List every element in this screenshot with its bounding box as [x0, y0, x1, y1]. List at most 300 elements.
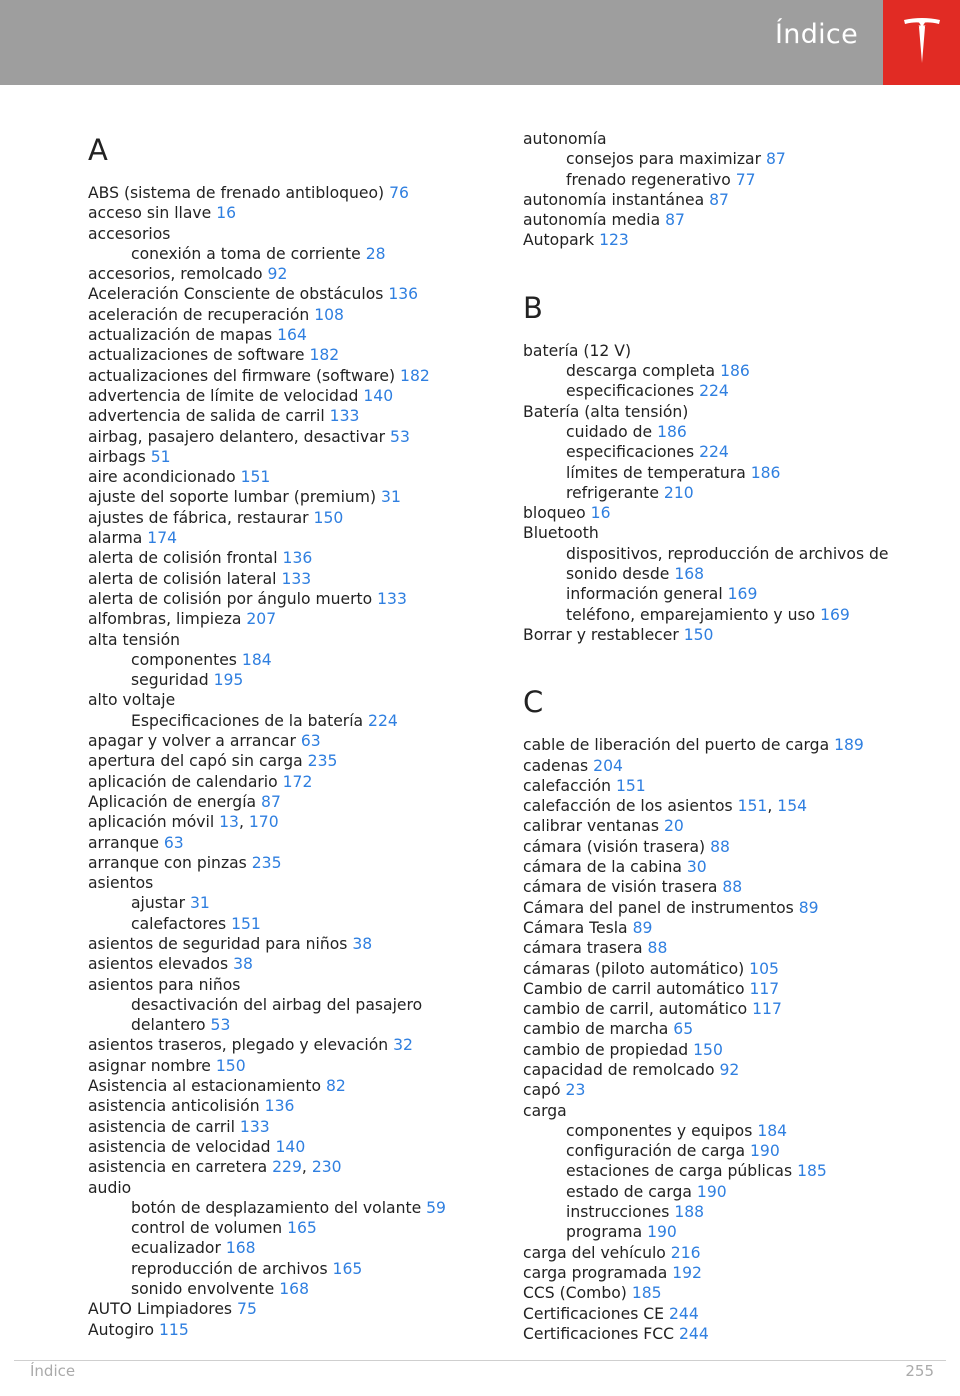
index-term: seguridad — [131, 671, 214, 690]
index-entry — [523, 816, 943, 836]
page-link[interactable]: 87 — [709, 190, 729, 209]
index-entry — [88, 833, 488, 853]
page-link[interactable]: 170 — [248, 813, 279, 832]
page-link[interactable]: 190 — [696, 1182, 727, 1201]
index-term: airbags — [88, 447, 151, 466]
index-entry — [523, 735, 943, 755]
index-entry — [88, 569, 488, 589]
index-term: ajuste del soporte lumbar (premium) — [88, 488, 382, 507]
index-entry — [88, 772, 488, 792]
page-link[interactable]: 186 — [750, 463, 781, 482]
index-subentry — [88, 244, 488, 264]
page-link[interactable]: 168 — [674, 565, 705, 584]
index-term: accesorios, remolcado — [88, 265, 268, 284]
page-link[interactable]: 31 — [381, 488, 401, 507]
page-link[interactable]: 23 — [565, 1081, 586, 1100]
page-link[interactable]: 154 — [777, 797, 808, 816]
index-term: cámara (visión trasera) — [523, 837, 711, 856]
page-link[interactable]: 31 — [189, 894, 210, 913]
page-link[interactable]: 216 — [670, 1243, 701, 1262]
page-link[interactable]: 136 — [264, 1097, 295, 1116]
index-term: alarma — [88, 529, 148, 548]
page-link[interactable]: 87 — [261, 792, 281, 811]
index-term: botón de desplazamiento del volante — [131, 1198, 427, 1217]
page-link[interactable]: 169 — [727, 585, 758, 604]
index-entry — [523, 210, 943, 230]
index-entry — [523, 837, 943, 857]
page-link[interactable]: 195 — [213, 671, 244, 690]
page-link[interactable]: 172 — [282, 772, 313, 791]
index-term: cámara de visión trasera — [523, 878, 723, 897]
page-link[interactable]: 184 — [241, 650, 272, 669]
index-entry — [523, 1283, 943, 1303]
page-link[interactable]: 136 — [388, 285, 419, 304]
index-term: instrucciones — [566, 1203, 675, 1222]
index-term: Bluetooth — [523, 524, 599, 543]
index-entry — [88, 366, 488, 386]
index-term: asientos — [88, 874, 154, 893]
page-link[interactable]: 63 — [300, 732, 321, 751]
index-entry — [88, 528, 488, 548]
index-term: aire acondicionado — [88, 468, 241, 487]
index-entry — [88, 406, 488, 426]
index-entry — [88, 224, 488, 244]
index-subentry — [523, 463, 943, 483]
section-letter-c: C — [523, 685, 544, 720]
index-term: asistencia anticolisión — [88, 1097, 265, 1116]
page-link[interactable]: 65 — [673, 1020, 694, 1039]
index-subentry — [523, 1121, 943, 1141]
index-term: batería (12 V) — [523, 341, 632, 360]
index-subentry — [523, 422, 943, 442]
index-entry — [523, 1040, 943, 1060]
index-subentry — [523, 381, 943, 401]
index-list-c — [523, 735, 943, 1344]
page-link[interactable]: 117 — [749, 979, 780, 998]
page-link[interactable]: 174 — [147, 529, 178, 548]
index-term: cámara trasera — [523, 939, 648, 958]
index-entry — [88, 1076, 488, 1096]
index-term: control de volumen — [131, 1219, 288, 1238]
page-link[interactable]: 150 — [313, 508, 344, 527]
page-link[interactable]: 150 — [683, 625, 714, 644]
index-entry — [523, 898, 943, 918]
index-entry — [88, 487, 488, 507]
page-link[interactable]: 133 — [239, 1117, 270, 1136]
index-entry — [523, 938, 943, 958]
page-link[interactable]: 235 — [251, 853, 282, 872]
index-term: cambio de propiedad — [523, 1040, 694, 1059]
index-term: capacidad de remolcado — [523, 1060, 720, 1079]
index-term: aplicación móvil — [88, 813, 220, 832]
page-link[interactable]: 192 — [672, 1263, 702, 1282]
index-subentry — [88, 670, 488, 690]
index-term: dispositivos, reproducción de archivos de sonido desde — [566, 544, 889, 584]
index-term: programa — [566, 1223, 648, 1242]
index-term: Batería (alta tensión) — [523, 402, 689, 421]
index-term: configuración de carga — [566, 1142, 750, 1161]
page-link[interactable]: 204 — [593, 756, 623, 775]
page-link[interactable]: 151 — [737, 797, 768, 816]
index-term: autonomía instantánea — [523, 190, 710, 209]
page-link[interactable]: 184 — [757, 1121, 788, 1140]
index-term: descarga completa — [566, 362, 721, 381]
index-entry — [523, 1101, 943, 1121]
page-link[interactable]: 229 — [272, 1158, 302, 1177]
index-subentry — [523, 170, 943, 190]
index-term: calefacción de los asientos — [523, 797, 738, 816]
page-link[interactable]: 30 — [686, 858, 707, 877]
index-term: Aceleración Consciente de obstáculos — [88, 285, 389, 304]
index-term: estaciones de carga públicas — [566, 1162, 798, 1181]
page-link[interactable]: 123 — [599, 231, 629, 250]
index-entry — [523, 129, 943, 149]
page-link[interactable]: 151 — [240, 468, 271, 487]
index-term: advertencia de salida de carril — [88, 407, 330, 426]
index-column-right — [523, 129, 943, 1344]
index-term: refrigerante — [566, 483, 664, 502]
index-entry — [88, 284, 488, 304]
page-link[interactable]: 150 — [693, 1040, 723, 1059]
index-entry — [523, 857, 943, 877]
page-link[interactable]: 169 — [820, 605, 850, 624]
index-term: alta tensión — [88, 630, 180, 649]
page-link[interactable]: 140 — [275, 1137, 306, 1156]
page-link[interactable]: 92 — [719, 1060, 740, 1079]
index-entry — [88, 427, 488, 447]
index-term: asientos elevados — [88, 955, 234, 974]
page-link[interactable]: 88 — [647, 939, 668, 958]
index-entry — [88, 1137, 488, 1157]
page-link[interactable]: 77 — [735, 170, 756, 189]
page-link[interactable]: 190 — [647, 1223, 677, 1242]
page-link[interactable]: 16 — [216, 204, 237, 223]
page-link[interactable]: 59 — [426, 1198, 446, 1217]
index-entry — [88, 1096, 488, 1116]
page-link[interactable]: 82 — [326, 1077, 346, 1096]
index-term: sonido envolvente — [131, 1280, 280, 1299]
index-term: Autogiro — [88, 1320, 160, 1339]
index-term: autonomía — [523, 130, 607, 148]
index-list-a-continued — [523, 129, 943, 251]
page-link[interactable]: 105 — [749, 959, 779, 978]
index-term: reproducción de archivos — [131, 1259, 333, 1278]
page-link[interactable]: 87 — [766, 150, 786, 169]
page-link[interactable]: 89 — [798, 898, 819, 917]
index-subentry — [523, 1141, 943, 1161]
index-term: capó — [523, 1081, 566, 1100]
index-entry — [88, 1299, 488, 1319]
index-term: calefacción — [523, 776, 616, 795]
index-subentry — [523, 1182, 943, 1202]
page-link[interactable]: 186 — [720, 362, 750, 381]
index-entry — [523, 1080, 943, 1100]
index-term: alerta de colisión frontal — [88, 549, 283, 568]
page-link[interactable]: 168 — [279, 1280, 309, 1299]
page-separator: , — [301, 1158, 312, 1177]
index-entry — [88, 447, 488, 467]
index-subentry — [523, 1161, 943, 1181]
page-link[interactable]: 140 — [363, 386, 394, 405]
index-subentry — [88, 1218, 488, 1238]
page-link[interactable]: 165 — [287, 1219, 317, 1238]
index-term: información general — [566, 585, 728, 604]
index-term: audio — [88, 1178, 132, 1197]
index-subentry — [88, 1198, 488, 1218]
index-entry — [88, 1178, 488, 1198]
page-link[interactable]: 63 — [163, 833, 184, 852]
index-term: frenado regenerativo — [566, 170, 736, 189]
index-term: alerta de colisión lateral — [88, 569, 282, 588]
index-term: cable de liberación del puerto de carga — [523, 736, 835, 755]
index-entry — [88, 508, 488, 528]
page-link[interactable]: 89 — [632, 918, 653, 937]
index-term: cámaras (piloto automático) — [523, 959, 750, 978]
page-link[interactable]: 38 — [352, 934, 373, 953]
page-link[interactable]: 185 — [797, 1162, 827, 1181]
index-entry — [88, 812, 488, 832]
page-link[interactable]: 32 — [393, 1036, 413, 1055]
index-term: límites de temperatura — [566, 463, 751, 482]
index-term: aceleración de recuperación — [88, 305, 315, 324]
footer-page-number: 255 — [905, 1362, 934, 1380]
index-entry — [523, 402, 943, 422]
section-spacer — [523, 721, 943, 735]
index-entry — [88, 1157, 488, 1177]
index-entry — [88, 1320, 488, 1340]
page-link[interactable]: 38 — [233, 955, 253, 974]
index-column-left — [88, 129, 488, 1340]
index-term: estado de carga — [566, 1182, 697, 1201]
index-entry — [88, 954, 488, 974]
index-subentry — [523, 361, 943, 381]
section-letter-a: A — [88, 133, 108, 167]
page-link[interactable]: 88 — [710, 837, 730, 856]
index-term: Certificaciones FCC — [523, 1324, 679, 1343]
index-term: ABS (sistema de frenado antibloqueo) — [88, 184, 390, 202]
page-link[interactable]: 28 — [365, 244, 386, 263]
index-term: ajustes de fábrica, restaurar — [88, 508, 314, 527]
index-term: conexión a toma de corriente — [131, 244, 366, 263]
index-term: especificaciones — [566, 443, 700, 462]
page-link[interactable]: 151 — [231, 914, 261, 933]
index-term: advertencia de límite de velocidad — [88, 386, 364, 405]
index-term: AUTO Limpiadores — [88, 1300, 238, 1319]
index-term: Cámara Tesla — [523, 918, 633, 937]
index-term: aplicación de calendario — [88, 772, 283, 791]
page-link[interactable]: 53 — [390, 427, 410, 446]
page-separator: , — [767, 797, 778, 816]
page-link[interactable]: 88 — [722, 878, 743, 897]
page-link[interactable]: 190 — [749, 1142, 780, 1161]
page-link[interactable]: 165 — [332, 1259, 363, 1278]
index-term: carga programada — [523, 1263, 673, 1282]
index-entry — [88, 1056, 488, 1076]
index-entry — [523, 1060, 943, 1080]
page-link[interactable]: 244 — [669, 1304, 699, 1323]
page-link[interactable]: 207 — [246, 610, 277, 629]
index-term: Asistencia al estacionamiento — [88, 1077, 326, 1096]
index-entry — [523, 503, 943, 523]
page-link[interactable]: 75 — [237, 1300, 257, 1319]
index-entry — [88, 1035, 488, 1055]
page-link[interactable]: 51 — [150, 447, 171, 466]
index-term: teléfono, emparejamiento y uso — [566, 605, 821, 624]
page-link[interactable]: 224 — [368, 711, 398, 730]
page-link[interactable]: 53 — [210, 1016, 231, 1035]
index-entry — [523, 877, 943, 897]
index-term: cambio de carril, automático — [523, 1000, 753, 1019]
index-subentry — [523, 149, 943, 169]
index-entry — [523, 1304, 943, 1324]
page-link[interactable]: 244 — [679, 1324, 709, 1343]
page-link[interactable]: 136 — [282, 549, 313, 568]
index-subentry — [523, 483, 943, 503]
index-term: Cámara del panel de instrumentos — [523, 898, 799, 917]
index-term: cambio de marcha — [523, 1020, 674, 1039]
index-term: calefactores — [131, 914, 232, 933]
brand-logo — [883, 0, 960, 85]
page-link[interactable]: 92 — [267, 265, 288, 284]
index-term: asientos para niños — [88, 975, 241, 994]
index-term: Certificaciones CE — [523, 1304, 669, 1323]
index-term: cuidado de — [566, 422, 658, 441]
index-subentry — [523, 544, 943, 585]
page-link[interactable]: 20 — [663, 817, 684, 836]
index-term: asistencia de carril — [88, 1117, 240, 1136]
index-subentry — [88, 711, 488, 731]
index-subentry — [88, 893, 488, 913]
page-link[interactable]: 210 — [663, 483, 694, 502]
page-link[interactable]: 186 — [657, 422, 687, 441]
index-term: actualizaciones del firmware (software) — [88, 366, 401, 385]
index-entry — [523, 979, 943, 999]
page-separator: , — [238, 813, 249, 832]
index-term: desactivación del airbag del pasajero delantero — [131, 995, 423, 1035]
page-link[interactable]: 189 — [834, 736, 864, 755]
page-link[interactable]: 224 — [699, 443, 729, 462]
page-link[interactable]: 235 — [307, 752, 338, 771]
index-entry — [523, 523, 943, 543]
index-subentry — [88, 1259, 488, 1279]
index-entry — [88, 203, 488, 223]
index-entry — [523, 625, 943, 645]
page-link[interactable]: 185 — [631, 1284, 662, 1303]
page-link[interactable]: 117 — [752, 1000, 782, 1019]
page-link[interactable]: 150 — [215, 1056, 246, 1075]
page-link[interactable]: 224 — [699, 382, 729, 401]
index-entry — [523, 230, 943, 250]
index-entry — [88, 690, 488, 710]
page-link[interactable]: 164 — [277, 326, 307, 345]
page-link[interactable]: 13 — [219, 813, 239, 832]
index-entry — [88, 325, 488, 345]
page-link[interactable]: 115 — [159, 1320, 189, 1339]
index-entry — [523, 341, 943, 361]
index-entry — [523, 796, 943, 816]
index-term: apagar y volver a arrancar — [88, 732, 301, 751]
index-subentry — [88, 914, 488, 934]
section-spacer — [523, 327, 943, 341]
index-entry — [523, 190, 943, 210]
index-entry — [523, 999, 943, 1019]
index-term: alfombras, limpieza — [88, 610, 247, 629]
section-letter-b: B — [523, 290, 543, 325]
index-term: apertura del capó sin carga — [88, 752, 308, 771]
page-link[interactable]: 230 — [311, 1158, 342, 1177]
page-link[interactable]: 182 — [309, 346, 340, 365]
index-entry — [88, 873, 488, 893]
page-title: Índice — [775, 19, 858, 50]
page-link[interactable]: 16 — [590, 504, 611, 523]
index-entry — [88, 589, 488, 609]
page-link[interactable]: 133 — [377, 589, 407, 608]
page-link[interactable]: 87 — [665, 211, 685, 230]
index-subentry — [88, 1238, 488, 1258]
index-term: airbag, pasajero delantero, desactivar — [88, 427, 391, 446]
page-link[interactable]: 76 — [389, 184, 409, 202]
index-term: autonomía media — [523, 211, 666, 230]
index-term: componentes y equipos — [566, 1121, 758, 1140]
index-entry — [88, 467, 488, 487]
index-entry — [523, 1243, 943, 1263]
index-term: ajustar — [131, 894, 190, 913]
index-entry — [523, 959, 943, 979]
index-term: carga — [523, 1101, 567, 1120]
index-entry — [88, 1117, 488, 1137]
index-entry — [88, 183, 488, 203]
index-term: Especificaciones de la batería — [131, 711, 369, 730]
page-link[interactable]: 168 — [225, 1239, 256, 1258]
index-list-b — [523, 341, 943, 645]
index-entry — [88, 305, 488, 325]
page-link[interactable]: 151 — [615, 776, 646, 795]
index-term: cámara de la cabina — [523, 858, 687, 877]
index-term: cadenas — [523, 756, 594, 775]
index-term: especificaciones — [566, 382, 700, 401]
index-entry — [88, 751, 488, 771]
index-term: arranque con pinzas — [88, 853, 252, 872]
index-term: ecualizador — [131, 1239, 226, 1258]
index-term: alerta de colisión por ángulo muerto — [88, 589, 378, 608]
index-entry — [88, 792, 488, 812]
index-entry — [523, 756, 943, 776]
index-entry — [88, 609, 488, 629]
page-link[interactable]: 108 — [314, 305, 344, 324]
index-entry — [88, 731, 488, 751]
section-spacer — [523, 251, 943, 289]
page-link[interactable]: 188 — [674, 1203, 705, 1222]
index-term: bloqueo — [523, 504, 591, 523]
page-link[interactable]: 133 — [329, 407, 360, 426]
page-link[interactable]: 182 — [400, 366, 430, 385]
index-term: acceso sin llave — [88, 204, 217, 223]
index-entry — [88, 386, 488, 406]
index-term: actualizaciones de software — [88, 346, 310, 365]
index-entry — [88, 630, 488, 650]
index-term: arranque — [88, 833, 164, 852]
index-subentry — [523, 584, 943, 604]
index-term: actualización de mapas — [88, 326, 278, 345]
index-term: asignar nombre — [88, 1056, 216, 1075]
page-link[interactable]: 133 — [281, 569, 312, 588]
index-term: calibrar ventanas — [523, 817, 664, 836]
index-subentry — [523, 1222, 943, 1242]
tesla-logo-icon — [903, 17, 941, 65]
index-subentry — [88, 650, 488, 670]
index-term: asientos de seguridad para niños — [88, 934, 353, 953]
index-subentry — [88, 1279, 488, 1299]
